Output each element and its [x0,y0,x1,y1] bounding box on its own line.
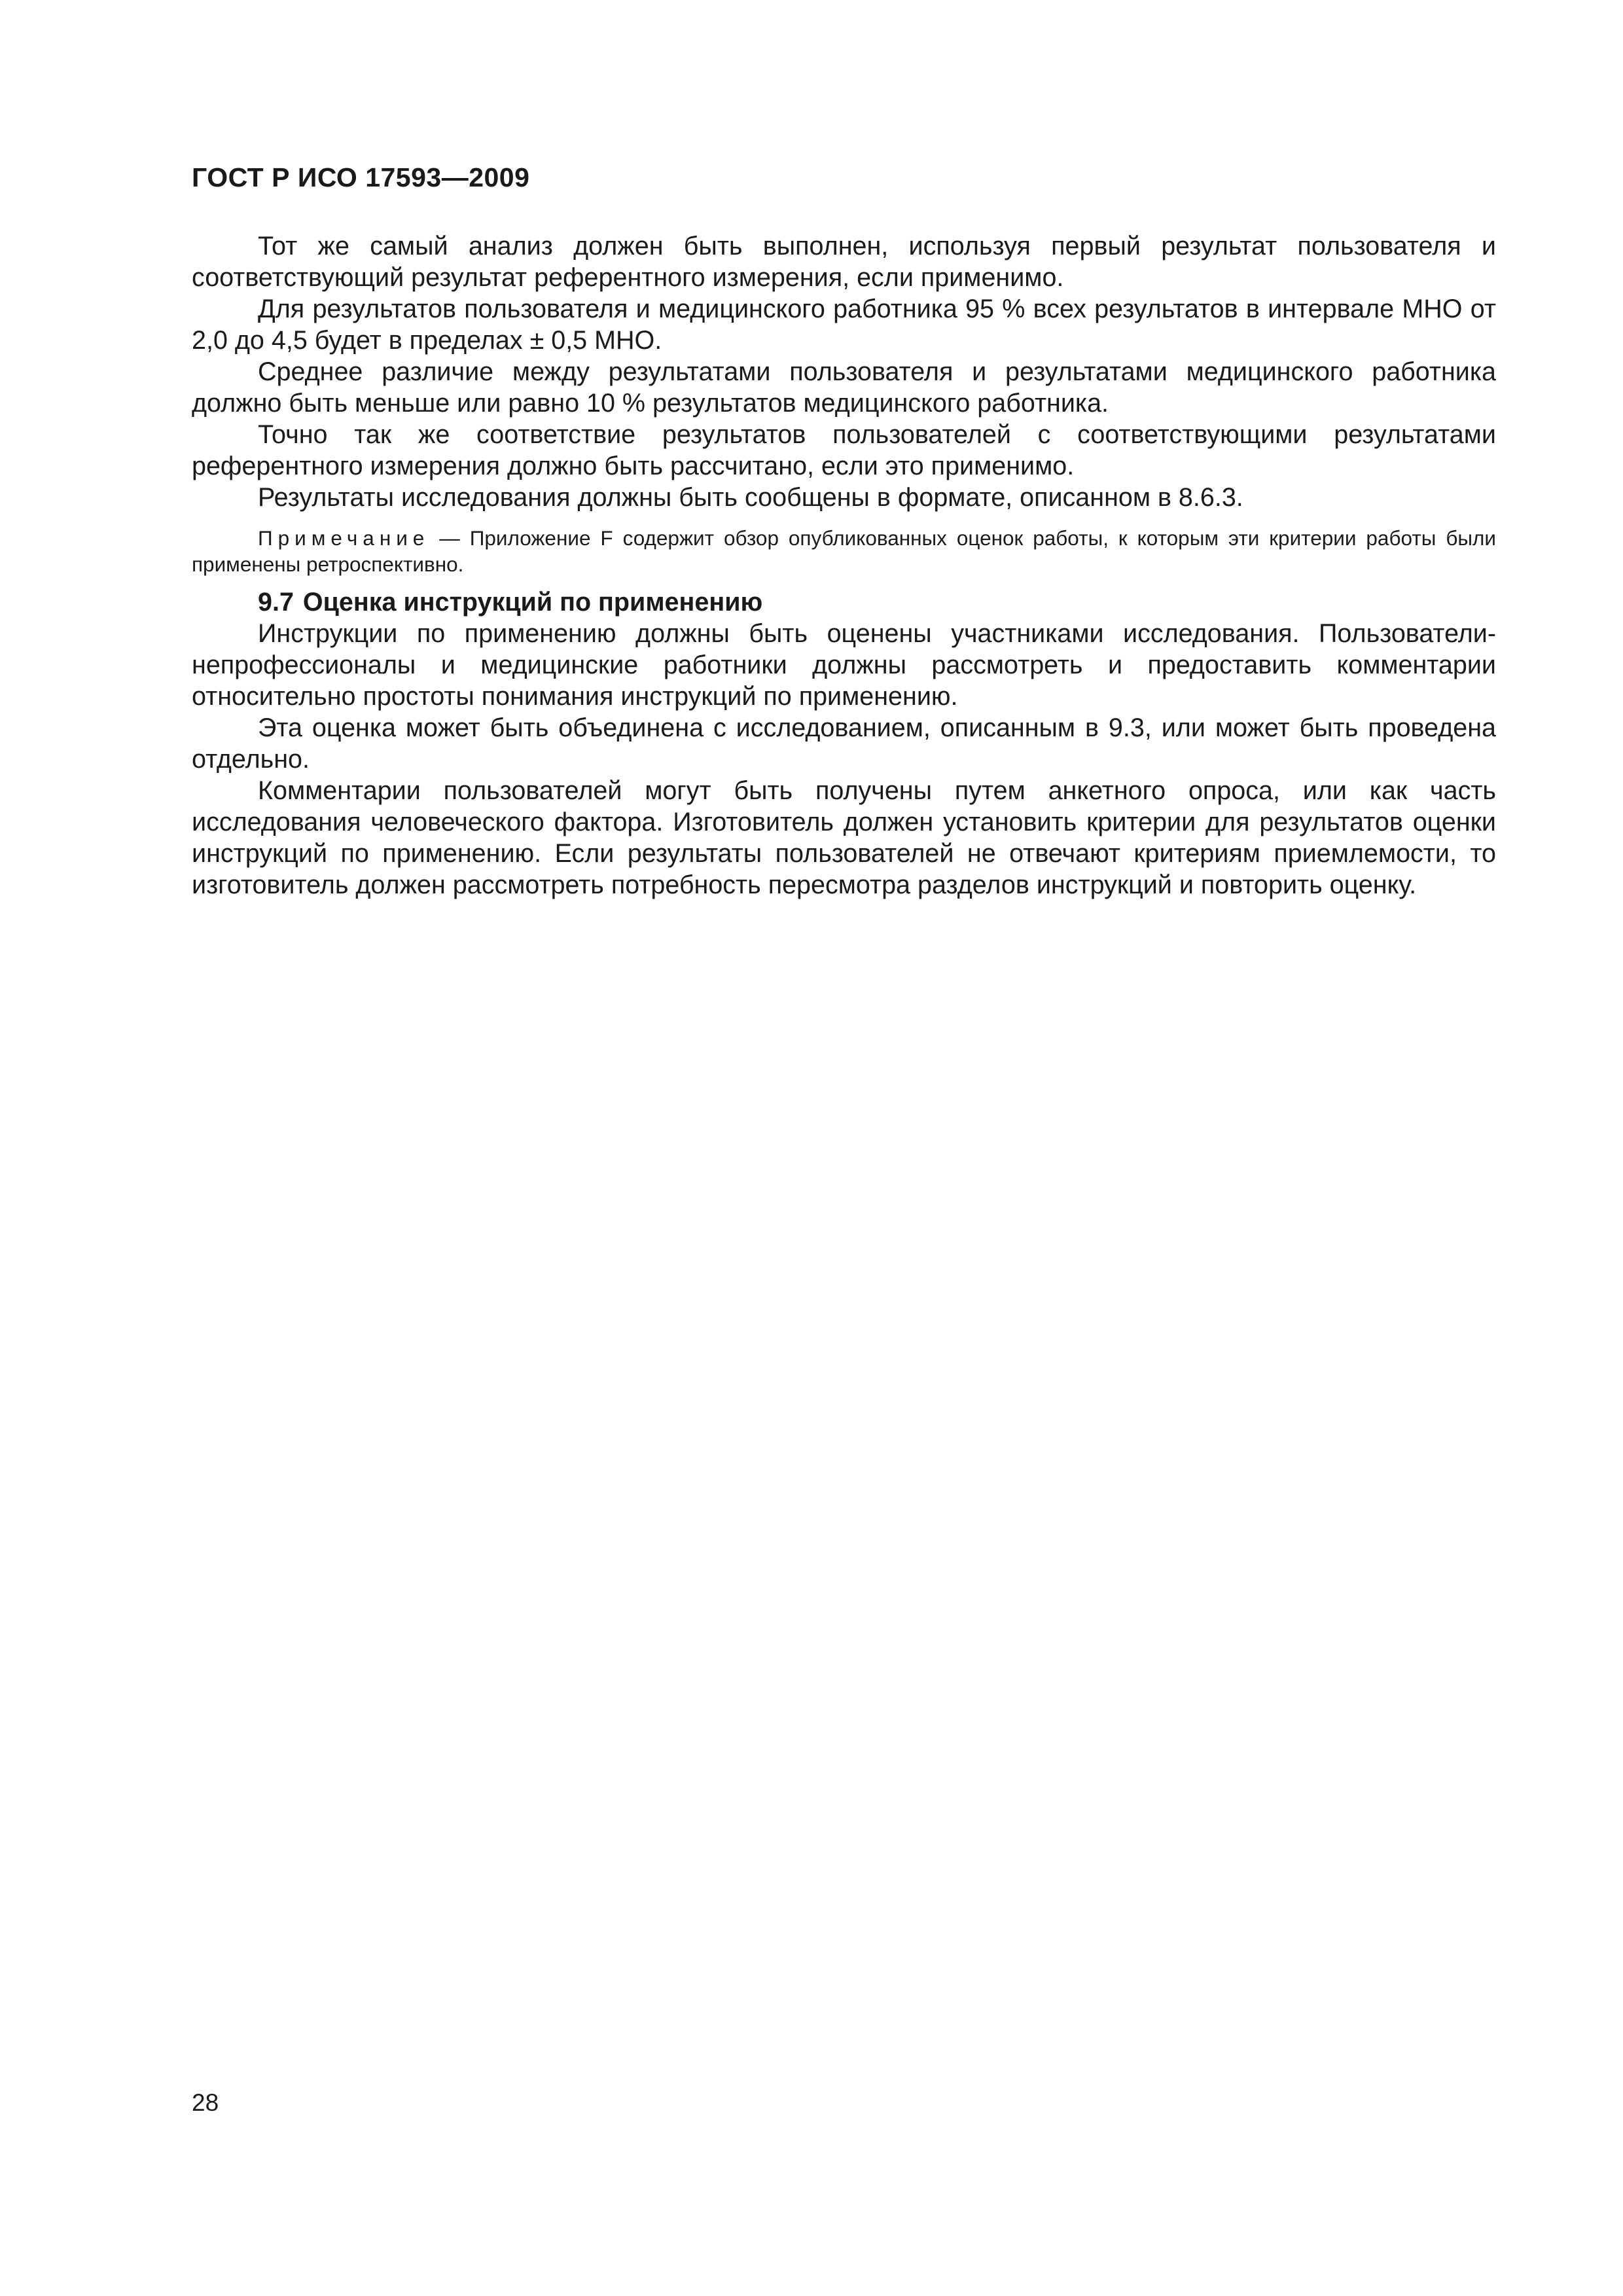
page-number: 28 [192,2089,219,2116]
section-title: Оценка инструкций по применению [302,588,763,617]
paragraph: Комментарии пользователей могут быть получены путем анкетного опроса, или как часть исследования человеческого фактора. Изготовитель должен установить критерии для результатов оценки инструкций по применению. Если результаты пользователей не отвечают критериям приемлемости, то изготовитель должен рассмотреть потребность пересмотра разделов инструкций и повторить оценку. [192,776,1496,899]
paragraph: Для результатов пользователя и медицинского работника 95 % всех результатов в интервале МНО от 2,0 до 4,5 будет в пределах ± 0,5 МНО. [192,295,1496,355]
document-header: ГОСТ Р ИСО 17593—2009 [192,162,530,192]
section-number: 9.7 [258,588,294,617]
section-heading [192,586,1496,618]
paragraph: Тот же самый анализ должен быть выполнен, используя первый результат пользователя и соответствующий результат референтного измерения, если применимо. [192,232,1496,292]
paragraph: Среднее различие между результатами пользователя и результатами медицинского работника должно быть меньше или равно 10 % результатов медицинского работника. [192,357,1496,418]
paragraph: Результаты исследования должны быть сообщены в формате, описанном в 8.6.3. [258,483,1243,512]
paragraph: Эта оценка может быть объединена с исследованием, описанным в 9.3, или может быть проведена отдельно. [192,713,1496,774]
note-text: — Приложение F содержит обзор опубликованных оценок работы, к которым эти критерии работы были применены ретроспективно. [192,526,1496,576]
note [192,525,1496,577]
main-content [192,230,1496,901]
paragraph: Точно так же соответствие результатов пользователей с соответствующими результатами референтного измерения должно быть рассчитано, если это применимо. [192,420,1496,480]
note-label: Примечание [258,526,430,550]
paragraph: Инструкции по применению должны быть оценены участниками исследования. Пользователи-непрофессионалы и медицинские работники должны рассмотреть и предоставить комментарии относительно простоты понимания инструкций по применению. [192,619,1496,711]
